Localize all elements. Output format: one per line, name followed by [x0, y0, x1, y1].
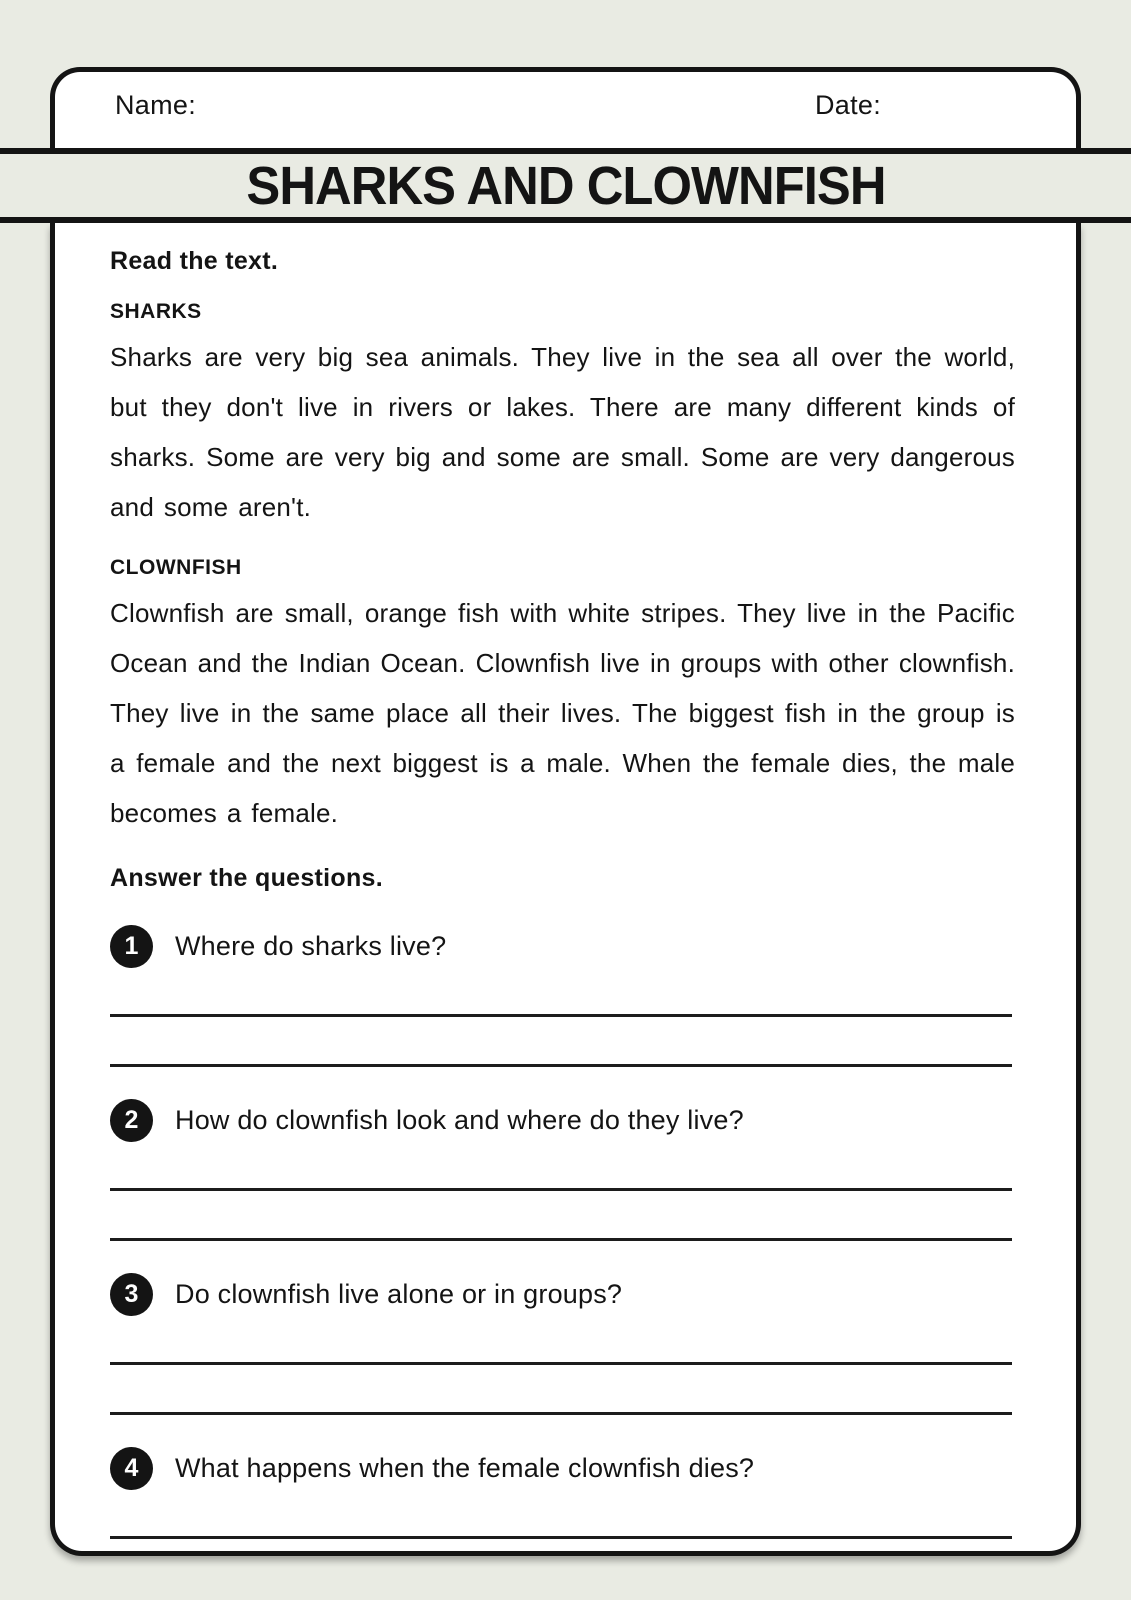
question-row	[110, 925, 1015, 968]
read-instruction: Read the text.	[110, 247, 279, 275]
question-row	[110, 1447, 1015, 1490]
answer-instruction: Answer the questions.	[110, 864, 384, 892]
name-label: Name:	[115, 90, 197, 120]
answer-line[interactable]	[110, 1362, 1012, 1365]
question-item-3	[110, 1273, 1015, 1415]
title-band	[0, 148, 1131, 223]
answer-line[interactable]	[110, 1238, 1012, 1241]
page-title: SHARKS AND CLOWNFISH	[245, 155, 886, 216]
name-fill-area[interactable]	[205, 90, 765, 134]
question-number-badge	[110, 925, 153, 968]
answer-line[interactable]	[110, 1188, 1012, 1191]
passage-text-clownfish: Clownfish are small, orange fish with white stripes. They live in the Pacific Ocean and the Indian Ocean. Clownfish live in groups with other clownfish. They live in the same place all their lives. The biggest fish in the group is a female and the next biggest is a male. When the female dies, the male becomes a female.	[110, 598, 1015, 828]
worksheet-body	[50, 223, 1081, 1556]
question-item-2	[110, 1099, 1015, 1241]
passage-sharks	[110, 300, 1015, 532]
name-date-box	[50, 67, 1081, 154]
question-number: 4	[124, 1454, 139, 1482]
passage-clownfish	[110, 556, 1015, 838]
question-text: What happens when the female clownfish dies?	[175, 1453, 755, 1483]
question-text: Do clownfish live alone or in groups?	[175, 1279, 623, 1309]
date-fill-area[interactable]	[895, 90, 1075, 134]
question-number: 1	[124, 932, 139, 960]
question-number-badge	[110, 1447, 153, 1490]
answer-line[interactable]	[110, 1412, 1012, 1415]
question-number: 2	[124, 1106, 139, 1134]
passage-heading-sharks: SHARKS	[110, 300, 202, 323]
question-text: Where do sharks live?	[175, 931, 447, 961]
question-item-4	[110, 1447, 1015, 1556]
question-number-badge	[110, 1273, 153, 1316]
question-row	[110, 1099, 1015, 1142]
question-text: How do clownfish look and where do they live?	[175, 1105, 744, 1135]
answer-line[interactable]	[110, 1536, 1012, 1539]
question-number: 3	[124, 1280, 139, 1308]
question-item-1	[110, 925, 1015, 1067]
question-number-badge	[110, 1099, 153, 1142]
answer-line[interactable]	[110, 1014, 1012, 1017]
answer-line[interactable]	[110, 1064, 1012, 1067]
passage-text-sharks: Sharks are very big sea animals. They live in the sea all over the world, but they don't live in rivers or lakes. There are many different kinds of sharks. Some are very big and some are small. Some are very dangerous and some aren't.	[110, 342, 1015, 522]
question-row	[110, 1273, 1015, 1316]
date-label: Date:	[815, 90, 882, 120]
passage-heading-clownfish: CLOWNFISH	[110, 556, 242, 579]
